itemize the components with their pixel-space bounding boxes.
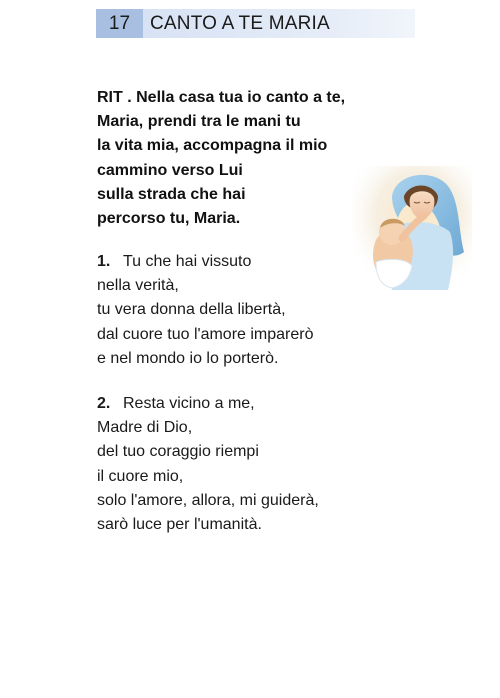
verse-number: 1. — [97, 253, 111, 270]
verse-number: 2. — [97, 395, 111, 412]
verse-line: Resta vicino a me, — [123, 395, 255, 412]
song-number: 17 — [96, 9, 143, 38]
song-title-bar — [96, 9, 415, 38]
verse-line: nella verità, — [97, 277, 179, 295]
refrain-line: RIT . Nella casa tua io canto a te, — [97, 89, 346, 106]
verse-line: e nel mondo io lo porterò. — [97, 349, 279, 367]
verse-line: sarò luce per l'umanità. — [97, 516, 262, 534]
verse-line: del tuo coraggio riempi — [97, 443, 259, 461]
refrain-line: percorso tu, Maria. — [97, 210, 241, 228]
verse-line: tu vera donna della libertà, — [97, 301, 286, 319]
refrain-line: cammino verso Lui — [97, 161, 243, 179]
song-title: CANTO A TE MARIA — [143, 9, 415, 38]
madonna-and-child-illustration — [352, 166, 472, 290]
refrain-line: sulla strada che hai — [97, 185, 246, 203]
verse-line: dal cuore tuo l'amore imparerò — [97, 325, 314, 343]
verse-line: il cuore mio, — [97, 467, 184, 485]
verse-line: Tu che hai vissuto — [123, 253, 252, 270]
verse-2 — [97, 392, 397, 537]
refrain-line: Maria, prendi tra le mani tu — [97, 113, 301, 131]
verse-line: Madre di Dio, — [97, 419, 193, 437]
verse-line: solo l'amore, allora, mi guiderà, — [97, 491, 319, 509]
refrain-line: la vita mia, accompagna il mio — [97, 137, 328, 155]
